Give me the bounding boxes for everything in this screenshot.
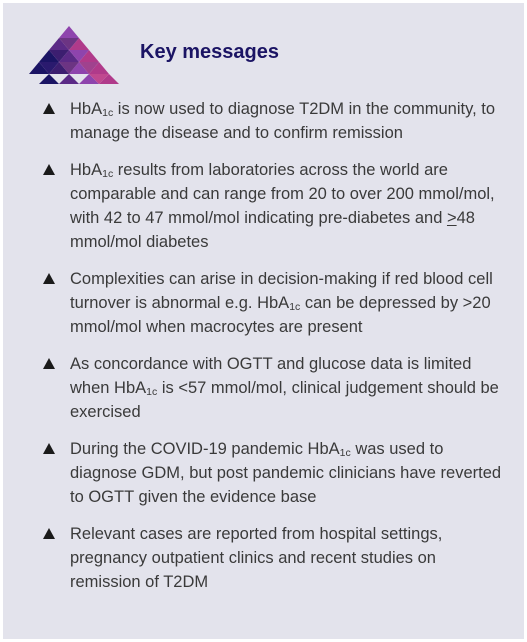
- message-text: HbA$_{1c}$ is now used to diagnose T2DM in the community, to manage the disease and to confirm remission: [70, 100, 496, 142]
- panel-title: Key messages: [140, 41, 279, 63]
- triangle-bullet-icon: [43, 273, 55, 284]
- list-item: [3, 437, 524, 509]
- hba1c-term: HbA$_{1c}$: [114, 379, 158, 398]
- message-text: Complexities can arise in decision-making if red blood cell turnover is abnormal e.g. HbA$_{1c}$ can be depressed by >20 mmol/mol when macrocytes are present: [70, 270, 493, 336]
- list-item: [3, 522, 524, 594]
- hba1c-term: HbA$_{1c}$: [307, 440, 351, 459]
- triangle-bullet-icon: [43, 358, 55, 369]
- message-text: As concordance with OGTT and glucose data is limited when HbA$_{1c}$ is <57 mmol/mol, clinical judgement should be exercised: [70, 355, 499, 421]
- key-messages-panel: [3, 3, 524, 639]
- triangle-bullet-icon: [43, 103, 55, 114]
- triangle-logo-icon: [27, 23, 127, 85]
- triangle-bullet-icon: [43, 528, 55, 539]
- list-item: [3, 158, 524, 254]
- triangle-bullet-icon: [43, 164, 55, 175]
- message-text: HbA$_{1c}$ results from laboratories across the world are comparable and can range from 20 to over 200 mmol/mol, with 42 to 47 mmol/mol indicating pre-diabetes and >48 mmol/mol diabetes: [70, 161, 495, 251]
- greater-equal-sign: >: [446, 209, 457, 227]
- message-text: During the COVID-19 pandemic HbA$_{1c}$ was used to diagnose GDM, but post pandemic clinicians have reverted to OGTT given the evidence base: [70, 440, 502, 506]
- key-messages-list: [3, 97, 524, 607]
- hba1c-term: HbA$_{1c}$: [70, 161, 114, 180]
- list-item: [3, 97, 524, 145]
- message-text: Relevant cases are reported from hospital settings, pregnancy outpatient clinics and recent studies on remission of T2DM: [70, 525, 443, 591]
- hba1c-term: HbA$_{1c}$: [70, 100, 114, 119]
- hba1c-term: HbA$_{1c}$: [257, 294, 301, 313]
- list-item: [3, 352, 524, 424]
- triangle-bullet-icon: [43, 443, 55, 454]
- list-item: [3, 267, 524, 339]
